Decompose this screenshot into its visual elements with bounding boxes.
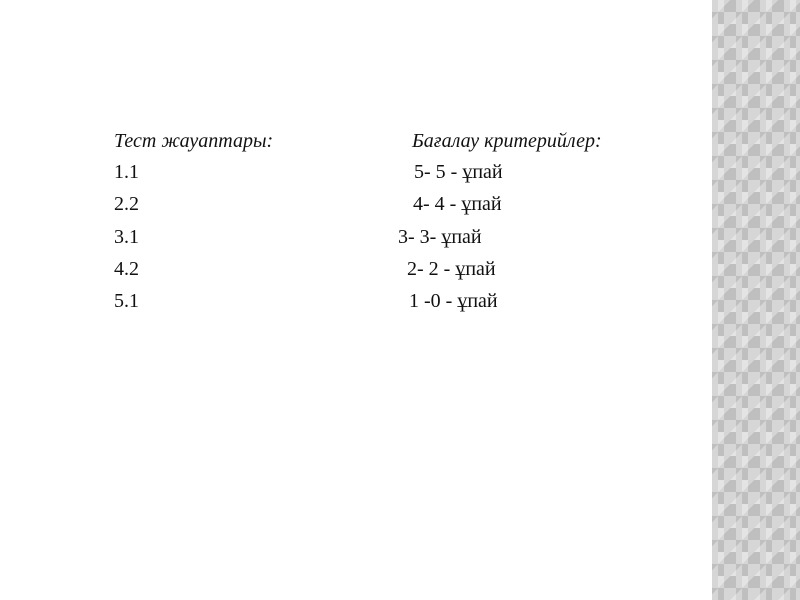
criteria-item: 3- 3- ұпай — [398, 226, 482, 248]
answer-item: 2.2 — [114, 193, 139, 215]
answer-item: 1.1 — [114, 161, 139, 183]
criteria-item: 2- 2 - ұпай — [407, 258, 496, 280]
criteria-item: 4- 4 - ұпай — [413, 193, 502, 215]
criteria-item: 1 -0 - ұпай — [409, 290, 498, 312]
answer-item: 5.1 — [114, 290, 139, 312]
grading-criteria-heading: Бағалау критерийлер: — [412, 130, 602, 152]
decorative-side-pattern — [712, 0, 800, 600]
criteria-item: 5- 5 - ұпай — [414, 161, 503, 183]
answer-item: 3.1 — [114, 226, 139, 248]
test-answers-heading: Тест жауаптары: — [114, 130, 274, 152]
answer-item: 4.2 — [114, 258, 139, 280]
